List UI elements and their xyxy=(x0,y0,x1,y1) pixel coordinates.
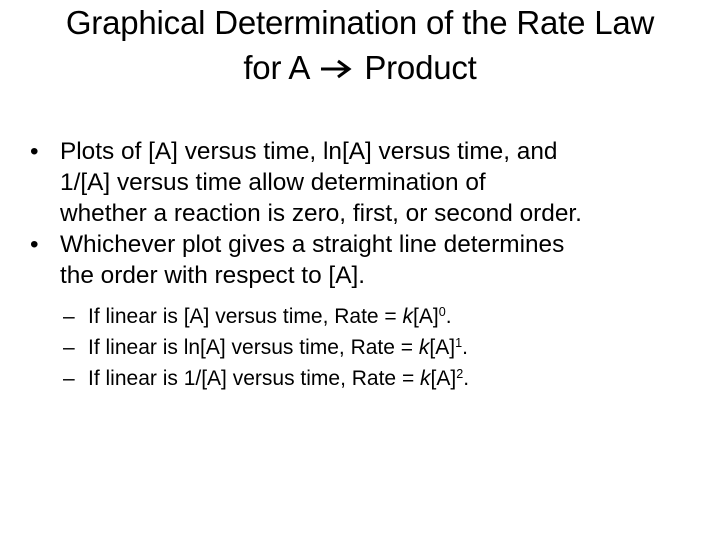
bullet-marker: • xyxy=(30,231,39,258)
sub-list xyxy=(30,301,710,394)
sub-marker: – xyxy=(63,336,75,359)
rate-constant: k xyxy=(420,367,431,390)
bullet-text-line: Plots of [A] versus time, ln[A] versus time, and xyxy=(60,138,558,165)
title-prefix: for A xyxy=(243,49,309,86)
sub-end: . xyxy=(445,305,452,328)
bullet-item xyxy=(30,136,710,229)
slide-title xyxy=(20,0,700,91)
bullet-item xyxy=(30,229,710,291)
order-exponent: 0 xyxy=(438,305,446,320)
concentration: [A] xyxy=(413,305,439,328)
title-suffix: Product xyxy=(364,49,477,86)
right-arrow-icon xyxy=(319,46,353,91)
bullet-text-line: 1/[A] versus time allow determination of xyxy=(60,169,486,196)
sub-end: . xyxy=(463,367,470,390)
bullet-text-line: the order with respect to [A]. xyxy=(60,262,366,289)
sub-item xyxy=(63,301,710,332)
rate-constant: k xyxy=(402,305,414,328)
sub-marker: – xyxy=(63,367,75,390)
sub-text: If linear is 1/[A] versus time, Rate = xyxy=(88,367,421,390)
title-line-2 xyxy=(20,45,700,91)
sub-item xyxy=(63,363,710,394)
concentration: [A] xyxy=(429,336,456,359)
sub-marker: – xyxy=(63,305,75,328)
order-exponent: 1 xyxy=(455,336,463,351)
sub-text: If linear is ln[A] versus time, Rate = xyxy=(88,336,419,359)
order-exponent: 2 xyxy=(456,367,464,382)
rate-constant: k xyxy=(418,336,430,359)
bullet-text-line: whether a reaction is zero, first, or second order. xyxy=(60,200,582,227)
bullet-marker: • xyxy=(30,138,39,165)
sub-text: If linear is [A] versus time, Rate = xyxy=(88,305,403,328)
sub-item xyxy=(63,332,710,363)
slide-body xyxy=(30,136,710,394)
bullet-text-line: Whichever plot gives a straight line determines xyxy=(60,231,565,258)
sub-end: . xyxy=(462,336,468,359)
title-line-1: Graphical Determination of the Rate Law xyxy=(65,4,655,41)
concentration: [A] xyxy=(430,367,457,390)
